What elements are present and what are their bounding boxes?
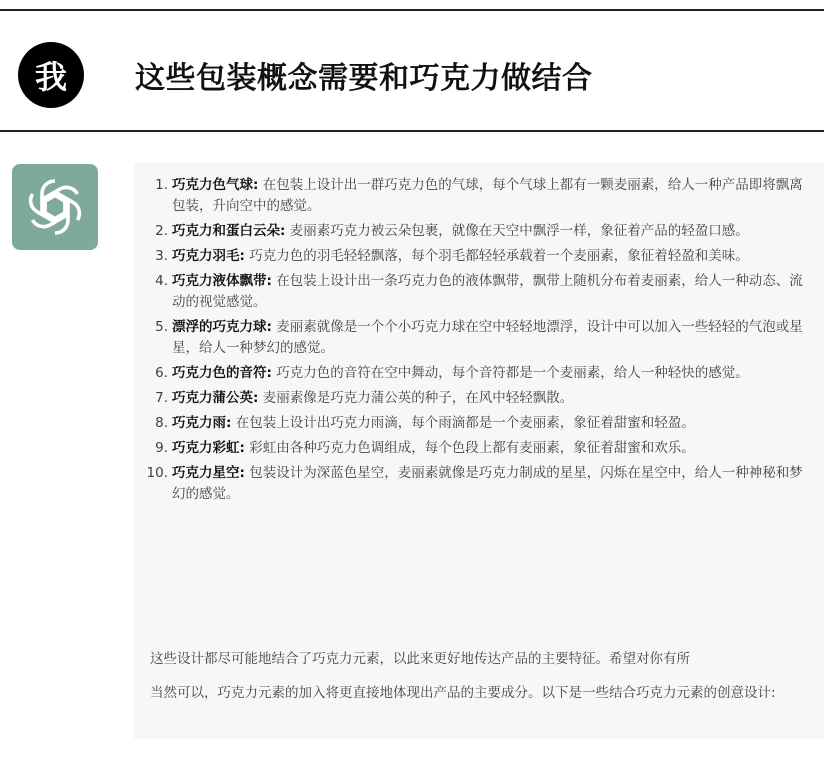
item-title: 漂浮的巧克力球: xyxy=(172,319,272,335)
item-title: 巧克力色气球: xyxy=(172,177,259,193)
item-number: 6. xyxy=(155,365,168,381)
message-divider xyxy=(0,130,824,132)
openai-logo-icon xyxy=(23,175,87,239)
list-item xyxy=(150,175,810,217)
list-item xyxy=(146,463,810,505)
item-title: 巧克力和蛋白云朵: xyxy=(172,223,286,239)
item-title: 巧克力羽毛: xyxy=(172,248,245,264)
item-number: 7. xyxy=(155,390,168,406)
assistant-avatar xyxy=(12,164,98,250)
item-number: 10. xyxy=(146,465,168,481)
list-item xyxy=(150,413,810,434)
item-title: 巧克力液体飘带: xyxy=(172,273,272,289)
item-text: 在包装上设计出巧克力雨滴，每个雨滴都是一个麦丽素，象征着甜蜜和轻盈。 xyxy=(235,415,695,431)
item-text: 巧克力色的音符在空中舞动，每个音符都是一个麦丽素，给人一种轻快的感觉。 xyxy=(276,365,749,381)
item-number: 1. xyxy=(155,177,168,193)
item-title: 巧克力雨: xyxy=(172,415,232,431)
user-message: 这些包装概念需要和巧克力做结合 xyxy=(135,61,593,96)
item-text: 麦丽素像是巧克力蒲公英的种子，在风中轻轻飘散。 xyxy=(262,390,574,406)
item-number: 9. xyxy=(155,440,168,456)
item-title: 巧克力蒲公英: xyxy=(172,390,259,406)
item-number: 8. xyxy=(155,415,168,431)
list-item xyxy=(150,221,810,242)
item-text: 在包装上设计出一条巧克力色的液体飘带，飘带上随机分布着麦丽素，给人一种动态、流动的视觉感觉。 xyxy=(172,273,803,310)
item-number: 3. xyxy=(155,248,168,264)
item-text: 在包装上设计出一群巧克力色的气球，每个气球上都有一颗麦丽素，给人一种产品即将飘离包装，升向空中的感觉。 xyxy=(172,177,803,214)
item-text: 彩虹由各种巧克力色调组成，每个色段上都有麦丽素，象征着甜蜜和欢乐。 xyxy=(249,440,695,456)
top-divider xyxy=(0,9,824,11)
item-number: 5. xyxy=(155,319,168,335)
list-item xyxy=(150,317,810,359)
list-item xyxy=(150,246,810,267)
list-item xyxy=(150,363,810,384)
answer-list xyxy=(146,175,810,509)
user-avatar xyxy=(18,42,84,108)
item-number: 4. xyxy=(155,273,168,289)
item-text: 麦丽素巧克力被云朵包裹，就像在天空中飘浮一样，象征着产品的轻盈口感。 xyxy=(289,223,749,239)
followup-paragraph: 当然可以，巧克力元素的加入将更直接地体现出产品的主要成分。以下是一些结合巧克力元素的创意设计: xyxy=(150,685,776,701)
item-number: 2. xyxy=(155,223,168,239)
item-title: 巧克力彩虹: xyxy=(172,440,245,456)
item-title: 巧克力星空: xyxy=(172,465,245,481)
item-text: 巧克力色的羽毛轻轻飘落，每个羽毛都轻轻承载着一个麦丽素，象征着轻盈和美味。 xyxy=(249,248,749,264)
summary-paragraph: 这些设计都尽可能地结合了巧克力元素，以此来更好地传达产品的主要特征。希望对你有所 xyxy=(150,651,690,667)
list-item xyxy=(150,271,810,313)
user-avatar-label: 我 xyxy=(34,58,67,96)
item-text: 麦丽素就像是一个个小巧克力球在空中轻轻地漂浮，设计中可以加入一些轻轻的气泡或星星，给人一种梦幻的感觉。 xyxy=(172,319,803,356)
list-item xyxy=(150,438,810,459)
item-text: 包装设计为深蓝色星空，麦丽素就像是巧克力制成的星星，闪烁在星空中，给人一种神秘和梦幻的感觉。 xyxy=(172,465,803,502)
item-title: 巧克力色的音符: xyxy=(172,365,272,381)
list-item xyxy=(150,388,810,409)
